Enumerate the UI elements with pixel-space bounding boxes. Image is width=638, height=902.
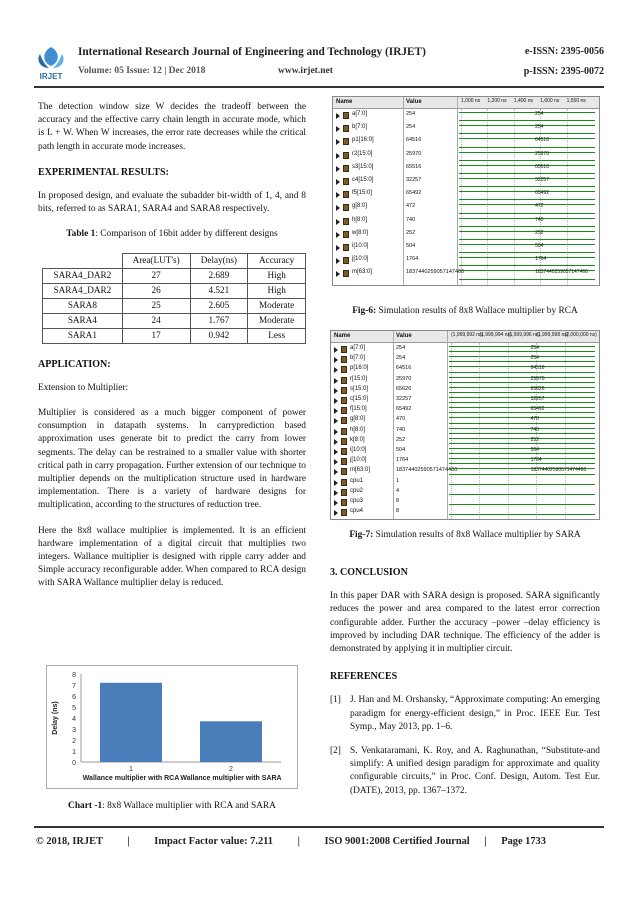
reference-item xyxy=(330,745,600,798)
volume-info: Volume: 05 Issue: 12 | Dec 2018 xyxy=(78,66,206,76)
signal-name: g[8:0] xyxy=(352,203,368,210)
footer-copyright: © 2018, IRJET xyxy=(36,836,103,847)
signal-bus-icon xyxy=(343,191,349,198)
signal-waveform xyxy=(449,407,595,413)
signal-name: cpu1 xyxy=(350,477,364,484)
y-tick-label: 7 xyxy=(72,683,76,690)
signal-name: p1[16:0] xyxy=(352,137,374,144)
table-cell: High xyxy=(248,268,306,283)
fig6-label: Fig-6: xyxy=(352,306,377,316)
signal-waveform xyxy=(449,438,595,444)
y-tick-label: 1 xyxy=(72,749,76,756)
footer-impact-factor: Impact Factor value: 7.211 xyxy=(154,836,273,847)
fig7-label: Fig-7: xyxy=(349,530,374,540)
expand-arrow-icon xyxy=(334,510,338,516)
expand-arrow-icon xyxy=(336,126,340,132)
expand-arrow-icon xyxy=(336,166,340,172)
signal-value: 470 xyxy=(396,416,406,423)
footer-rule xyxy=(34,826,604,828)
signal-value: 254 xyxy=(406,124,416,131)
signal-value: 1764 xyxy=(406,256,419,263)
expand-arrow-icon xyxy=(336,271,340,277)
signal-name: f[15:0] xyxy=(350,406,367,413)
signal-value: 254 xyxy=(396,355,406,362)
heading-conclusion: 3. CONCLUSION xyxy=(330,567,408,578)
signal-waveform-label: 254 xyxy=(535,111,544,117)
reference-text: J. Han and M. Orshansky, “Approximate computing: An emerging paradigm for energy-efficient design,” in Proc. IEEE Eur. Test Symp., May 2013, pp. 1–6. xyxy=(350,695,600,732)
signal-bus-icon xyxy=(341,428,347,435)
delay-chart-svg xyxy=(47,666,297,788)
signal-waveform-label: 740 xyxy=(530,426,539,433)
reference-number: [2] xyxy=(330,746,341,757)
y-axis-label: Delay (ns) xyxy=(52,701,59,735)
signal-bus-icon xyxy=(341,468,347,475)
table-cell: 26 xyxy=(122,283,190,298)
paragraph-wallace: Here the 8x8 wallace multiplier is implemented. It is an efficient hardware implementation of a digital circuit that multiplies two integers. Wallance multiplier is designed with ripple carry adder and Simple accuracy reconfigurable adder. When compared to RCA design with SARA Wallance multiplier delay is reduced. xyxy=(38,525,306,589)
signal-value: 252 xyxy=(406,229,416,236)
sim-time-tick: 1,400 ns xyxy=(513,98,533,104)
signal-bus-icon xyxy=(341,387,347,394)
signal-waveform xyxy=(449,356,595,362)
signal-value: 254 xyxy=(396,345,406,351)
x-tick-label: 1 xyxy=(129,766,133,773)
signal-bus-icon xyxy=(343,178,349,185)
signal-bus-icon xyxy=(343,152,349,159)
signal-name: cpu3 xyxy=(350,498,364,504)
chart-caption-text: : 8x8 Wallace multiplier with RCA and SARA xyxy=(102,801,276,811)
signal-value: 65492 xyxy=(406,190,422,197)
expand-arrow-icon xyxy=(334,449,338,455)
signal-waveform xyxy=(459,204,595,213)
signal-waveform-label: 64516 xyxy=(535,137,549,144)
signal-waveform xyxy=(449,387,595,393)
signal-bus-icon xyxy=(343,244,349,251)
signal-waveform xyxy=(459,178,595,187)
table-row xyxy=(43,283,306,298)
sim-column-divider xyxy=(457,97,458,285)
signal-waveform-label: 254 xyxy=(530,355,539,362)
signal-waveform-label: 1837440259057147466 xyxy=(535,269,588,276)
signal-name: a[7:0] xyxy=(352,111,368,117)
table-cell: SARA4_DAR2 xyxy=(43,268,123,283)
expand-arrow-icon xyxy=(336,245,340,251)
y-tick-label: 4 xyxy=(72,716,76,723)
y-tick-label: 0 xyxy=(72,760,76,767)
signal-name: a[7:0] xyxy=(350,345,366,351)
signal-value: 252 xyxy=(396,436,406,443)
signal-bus-icon xyxy=(341,479,347,486)
signal-name: c4[15:0] xyxy=(352,177,374,183)
fig7-caption xyxy=(330,529,600,542)
signal-bus-icon xyxy=(341,499,347,506)
sim-time-tick: (1,999,992 ns) xyxy=(451,332,484,338)
y-tick-label: 2 xyxy=(72,738,76,745)
footer-page-number: Page 1733 xyxy=(501,836,546,847)
signal-waveform-label: 25970 xyxy=(530,375,545,382)
signal-value: 64516 xyxy=(396,365,412,372)
signal-value: 1837440259057147466 xyxy=(406,269,465,276)
signal-waveform-label: 504 xyxy=(530,447,539,453)
signal-waveform-label: 254 xyxy=(535,124,544,131)
expand-arrow-icon xyxy=(334,490,338,496)
signal-value: 740 xyxy=(406,216,416,223)
signal-bus-icon xyxy=(341,438,347,445)
sim-header-value: Value xyxy=(396,333,412,339)
sim-time-tick: (2,000,000 ns) xyxy=(564,332,597,338)
table-cell: 0.942 xyxy=(190,328,248,343)
signal-value: 32257 xyxy=(406,177,422,183)
table-header-cell: Area(LUT's) xyxy=(122,253,190,268)
signal-value: 25970 xyxy=(396,375,412,382)
signal-name: h[8:0] xyxy=(352,216,368,223)
y-tick-label: 8 xyxy=(72,672,76,679)
signal-value: 504 xyxy=(396,447,406,453)
y-tick-label: 6 xyxy=(72,694,76,701)
expand-arrow-icon xyxy=(334,469,338,475)
y-tick-label: 5 xyxy=(72,705,76,712)
signal-waveform-label: 252 xyxy=(535,229,544,236)
signal-name: j[10:0] xyxy=(352,256,369,263)
logo-text: IRJET xyxy=(39,72,63,81)
signal-waveform-label: 1764 xyxy=(535,256,547,263)
signal-name: r[15:0] xyxy=(350,375,368,382)
table-header-row xyxy=(43,253,306,268)
signal-waveform-label: 65626 xyxy=(530,385,545,392)
fig6-caption xyxy=(330,305,600,318)
expand-arrow-icon xyxy=(334,429,338,435)
expand-arrow-icon xyxy=(334,439,338,445)
signal-value: 1764 xyxy=(396,457,409,464)
table-cell: 4.521 xyxy=(190,283,248,298)
signal-value: 64516 xyxy=(406,137,422,144)
signal-name: m[63:0] xyxy=(350,467,371,474)
x-category-label: Wallance multiplier with RCA xyxy=(82,775,180,782)
expand-arrow-icon xyxy=(334,398,338,404)
expand-arrow-icon xyxy=(334,357,338,363)
expand-arrow-icon xyxy=(334,408,338,414)
signal-value: 4 xyxy=(396,487,400,494)
table-cell: SARA4 xyxy=(43,313,123,328)
expand-arrow-icon xyxy=(334,388,338,394)
signal-waveform xyxy=(449,428,595,434)
signal-bus-icon xyxy=(343,112,349,119)
signal-name: i[10:0] xyxy=(350,447,367,453)
table-caption-label: Table 1 xyxy=(66,229,96,240)
sim-column-divider xyxy=(393,331,394,519)
eissn: e-ISSN: 2395-0056 xyxy=(524,46,604,57)
signal-name: j[10:0] xyxy=(350,457,367,464)
bar-1 xyxy=(100,683,162,762)
signal-name: m[63:0] xyxy=(352,269,373,276)
signal-waveform xyxy=(459,138,595,147)
left-column xyxy=(38,101,306,603)
chart-caption-label: Chart -1 xyxy=(68,801,103,811)
signal-bus-icon xyxy=(341,366,347,373)
y-tick-label: 3 xyxy=(72,727,76,734)
table-cell: Moderate xyxy=(248,298,306,313)
x-tick-label: 2 xyxy=(229,766,233,773)
table-row xyxy=(43,313,306,328)
signal-value: 472 xyxy=(406,203,416,210)
signal-waveform-label: 18374402590571474466 xyxy=(530,467,587,474)
table-row xyxy=(43,268,306,283)
signal-name: k[8:0] xyxy=(350,436,365,443)
sim-time-tick: (1,999,998 ns) xyxy=(536,332,569,338)
signal-value: 65626 xyxy=(396,385,412,392)
signal-waveform xyxy=(449,504,595,505)
signal-name: i[10:0] xyxy=(352,243,369,249)
expand-arrow-icon xyxy=(336,219,340,225)
header-rule xyxy=(34,86,604,88)
signal-waveform xyxy=(449,397,595,403)
signal-value: 8 xyxy=(396,498,400,504)
signal-waveform xyxy=(459,218,595,227)
signal-name: f5[15:0] xyxy=(352,190,373,197)
signal-waveform xyxy=(459,191,595,200)
sim-time-tick: 1,600 ns xyxy=(540,98,560,104)
irjet-logo-icon xyxy=(34,44,68,84)
signal-waveform xyxy=(459,125,595,134)
table-cell: 25 xyxy=(122,298,190,313)
sim-time-tick: 1,550 ns xyxy=(566,98,586,104)
expand-arrow-icon xyxy=(336,258,340,264)
bar-2 xyxy=(200,721,262,762)
signal-name: g[8:0] xyxy=(350,416,366,423)
pissn: p-ISSN: 2395-0072 xyxy=(523,66,604,77)
table-cell: 2.605 xyxy=(190,298,248,313)
signal-bus-icon xyxy=(341,356,347,363)
signal-waveform-label: 1764 xyxy=(530,457,542,464)
signal-value: 1 xyxy=(396,477,400,484)
expand-arrow-icon xyxy=(334,500,338,506)
fig6-text: Simulation results of 8x8 Wallace multiplier by RCA xyxy=(376,306,578,316)
signal-bus-icon xyxy=(343,257,349,264)
paragraph-conclusion: In this paper DAR with SARA design is proposed. SARA significantly reduces the power and area compared to the latest error correction configurable adder. Further the accuracy –power –delay efficiency is improved by including DAR technique. The efficiency of the adder is demonstrated by applying it in multiplier circuit. xyxy=(330,591,600,655)
signal-waveform xyxy=(449,514,595,515)
sim-time-tick: 1,200 ns xyxy=(487,98,507,104)
footer-separator: | xyxy=(484,836,487,847)
paragraph-multiplier: Multiplier is considered as a much bigger component of power consumption in datapath systems. In carryprediction based approximation uses generate bit to predict the carry from lower segments. The delay can be restrained to a smaller value with shorter critical path in carry propagation. Further extension of our technique to multiplier depends on the multiplication structure used in hardware implementation. There is a variety of hardware designs for multiplication, according to the structures of reduction tree. xyxy=(38,408,306,511)
sim-time-tick: (1,999,994 ns) xyxy=(479,332,512,338)
signal-waveform-label: 65492 xyxy=(535,190,549,197)
signal-waveform-label: 252 xyxy=(530,436,539,443)
signal-waveform xyxy=(459,244,595,253)
signal-bus-icon xyxy=(341,377,347,384)
signal-waveform-label: 32257 xyxy=(535,177,549,183)
signal-waveform-label: 470 xyxy=(530,416,539,423)
footer-separator: | xyxy=(127,836,130,847)
signal-name: s3[15:0] xyxy=(352,163,374,170)
table-caption xyxy=(38,228,306,241)
table-row xyxy=(43,298,306,313)
signal-waveform xyxy=(449,458,595,464)
signal-name: b[7:0] xyxy=(352,124,368,131)
signal-waveform-label: 65492 xyxy=(530,406,545,413)
table-header-cell: Delay(ns) xyxy=(190,253,248,268)
table-cell: Moderate xyxy=(248,313,306,328)
expand-arrow-icon xyxy=(334,378,338,384)
expand-arrow-icon xyxy=(336,153,340,159)
journal-website[interactable]: www.irjet.net xyxy=(278,66,333,76)
signal-bus-icon xyxy=(341,448,347,455)
table-caption-text: : Comparison of 16bit adder by different designs xyxy=(95,229,278,240)
signal-waveform-label: 504 xyxy=(535,243,544,249)
signal-bus-icon xyxy=(343,138,349,145)
table-cell: SARA1 xyxy=(43,328,123,343)
signal-bus-icon xyxy=(341,417,347,424)
signal-waveform xyxy=(459,112,595,121)
comparison-table xyxy=(42,253,306,344)
signal-waveform xyxy=(459,165,595,174)
sim-time-tick: (1,999,996 ns) xyxy=(507,332,541,338)
table-cell: 17 xyxy=(122,328,190,343)
paragraph-window-size: The detection window size W decides the tradeoff between the accuracy and the effective carry chain length in accurate mode, which is L + W. When W increases, the error rate decreases while the critical path length in accurate mode increases. xyxy=(38,102,306,152)
signal-value: 65516 xyxy=(406,163,422,170)
signal-bus-icon xyxy=(341,489,347,496)
signal-name: cpu2 xyxy=(350,487,364,494)
signal-bus-icon xyxy=(343,231,349,238)
signal-value: 254 xyxy=(406,111,416,117)
sim-header-value: Value xyxy=(406,99,422,105)
signal-waveform xyxy=(449,346,595,352)
simulation-waveform-rca xyxy=(332,96,600,286)
footer-iso: ISO 9001:2008 Certified Journal xyxy=(324,836,470,847)
signal-bus-icon xyxy=(343,204,349,211)
expand-arrow-icon xyxy=(334,480,338,486)
table-cell: High xyxy=(248,283,306,298)
reference-text: S. Venkataramani, K. Roy, and A. Raghunathan, “Substitute-and simplify: A unified design paradigm for approximate and quality configurable circuits,” in Proc. Conf. Design, Autom. Test Eur. (DATE), 2013, pp. 1367–1372. xyxy=(350,746,600,796)
signal-waveform-label: 32257 xyxy=(530,396,545,402)
signal-name: w[8:0] xyxy=(352,229,369,236)
sim-column-divider xyxy=(403,97,404,285)
x-category-label: Wallance multiplier with SARA xyxy=(180,775,282,782)
expand-arrow-icon xyxy=(334,459,338,465)
signal-waveform-label: 740 xyxy=(535,216,544,223)
signal-bus-icon xyxy=(343,218,349,225)
signal-waveform xyxy=(449,448,595,454)
sim-column-divider xyxy=(447,331,448,519)
signal-name: c[15:0] xyxy=(350,396,369,402)
signal-bus-icon xyxy=(341,346,347,353)
signal-bus-icon xyxy=(341,407,347,414)
signal-waveform-label: 25970 xyxy=(535,150,549,157)
page-header xyxy=(34,44,604,84)
signal-value: 8 xyxy=(396,508,400,515)
signal-value: 65492 xyxy=(396,406,412,413)
signal-waveform-label: 65516 xyxy=(535,163,549,170)
signal-name: s[15:0] xyxy=(350,385,369,392)
signal-bus-icon xyxy=(341,458,347,465)
journal-title: International Research Journal of Engineering and Technology (IRJET) xyxy=(78,46,426,58)
heading-application: APPLICATION: xyxy=(38,358,111,370)
signal-bus-icon xyxy=(343,125,349,132)
signal-waveform xyxy=(449,484,595,485)
reference-item xyxy=(330,694,600,734)
sim-header-name: Name xyxy=(334,333,351,339)
table-cell: Less xyxy=(248,328,306,343)
heading-references: REFERENCES xyxy=(330,671,398,683)
expand-arrow-icon xyxy=(336,192,340,198)
signal-name: b[7:0] xyxy=(350,355,366,362)
sim-time-tick: 1,000 ns xyxy=(461,98,481,104)
signal-waveform xyxy=(449,366,595,372)
signal-name: cpu4 xyxy=(350,508,364,515)
paragraph-extension: Extension to Multiplier: xyxy=(38,382,129,393)
table-header-cell: Accuracy xyxy=(248,253,306,268)
signal-value: 25970 xyxy=(406,150,422,157)
signal-value: 32257 xyxy=(396,396,412,402)
table-cell: SARA4_DAR2 xyxy=(43,283,123,298)
signal-waveform xyxy=(459,231,595,240)
paragraph-proposed-design: In proposed design, and evaluate the subadder bit-width of 1, 4, and 8 bits, referred to as SARA1, SARA4 and SARA8 respectively. xyxy=(38,191,306,215)
sim-header-name: Name xyxy=(336,99,353,105)
table-cell: 27 xyxy=(122,268,190,283)
signal-bus-icon xyxy=(343,165,349,172)
signal-value: 740 xyxy=(396,426,406,433)
signal-value: 18374402590571474466 xyxy=(396,467,458,474)
expand-arrow-icon xyxy=(334,347,338,353)
table-cell: 1.767 xyxy=(190,313,248,328)
signal-name: r2[15:0] xyxy=(352,150,373,157)
expand-arrow-icon xyxy=(336,179,340,185)
expand-arrow-icon xyxy=(336,205,340,211)
expand-arrow-icon xyxy=(336,113,340,119)
signal-waveform xyxy=(459,152,595,161)
signal-waveform-label: 64516 xyxy=(530,365,545,372)
table-header-cell xyxy=(43,253,123,268)
table-cell: 2.689 xyxy=(190,268,248,283)
table-cell: SARA8 xyxy=(43,298,123,313)
footer-separator: | xyxy=(297,836,300,847)
signal-bus-icon xyxy=(341,509,347,516)
signal-waveform-label: 254 xyxy=(530,345,539,351)
chart-caption xyxy=(38,800,306,813)
expand-arrow-icon xyxy=(336,139,340,145)
simulation-waveform-sara xyxy=(330,330,600,520)
table-cell: 24 xyxy=(122,313,190,328)
signal-name: h[8:0] xyxy=(350,426,366,433)
signal-waveform xyxy=(449,494,595,495)
expand-arrow-icon xyxy=(334,418,338,424)
signal-waveform xyxy=(459,257,595,266)
signal-bus-icon xyxy=(341,397,347,404)
right-column xyxy=(330,566,600,809)
signal-waveform xyxy=(449,377,595,383)
signal-waveform xyxy=(449,417,595,423)
signal-name: p[16:0] xyxy=(350,365,369,372)
table-row xyxy=(43,328,306,343)
expand-arrow-icon xyxy=(336,232,340,238)
signal-waveform-label: 472 xyxy=(535,203,544,210)
expand-arrow-icon xyxy=(334,367,338,373)
signal-value: 504 xyxy=(406,243,416,249)
page-footer xyxy=(36,836,546,847)
delay-chart xyxy=(46,665,298,789)
reference-number: [1] xyxy=(330,695,341,706)
fig7-text: Simulation results of 8x8 Wallace multiplier by SARA xyxy=(373,530,581,540)
signal-bus-icon xyxy=(343,270,349,277)
heading-experimental-results: EXPERIMENTAL RESULTS: xyxy=(38,166,169,178)
